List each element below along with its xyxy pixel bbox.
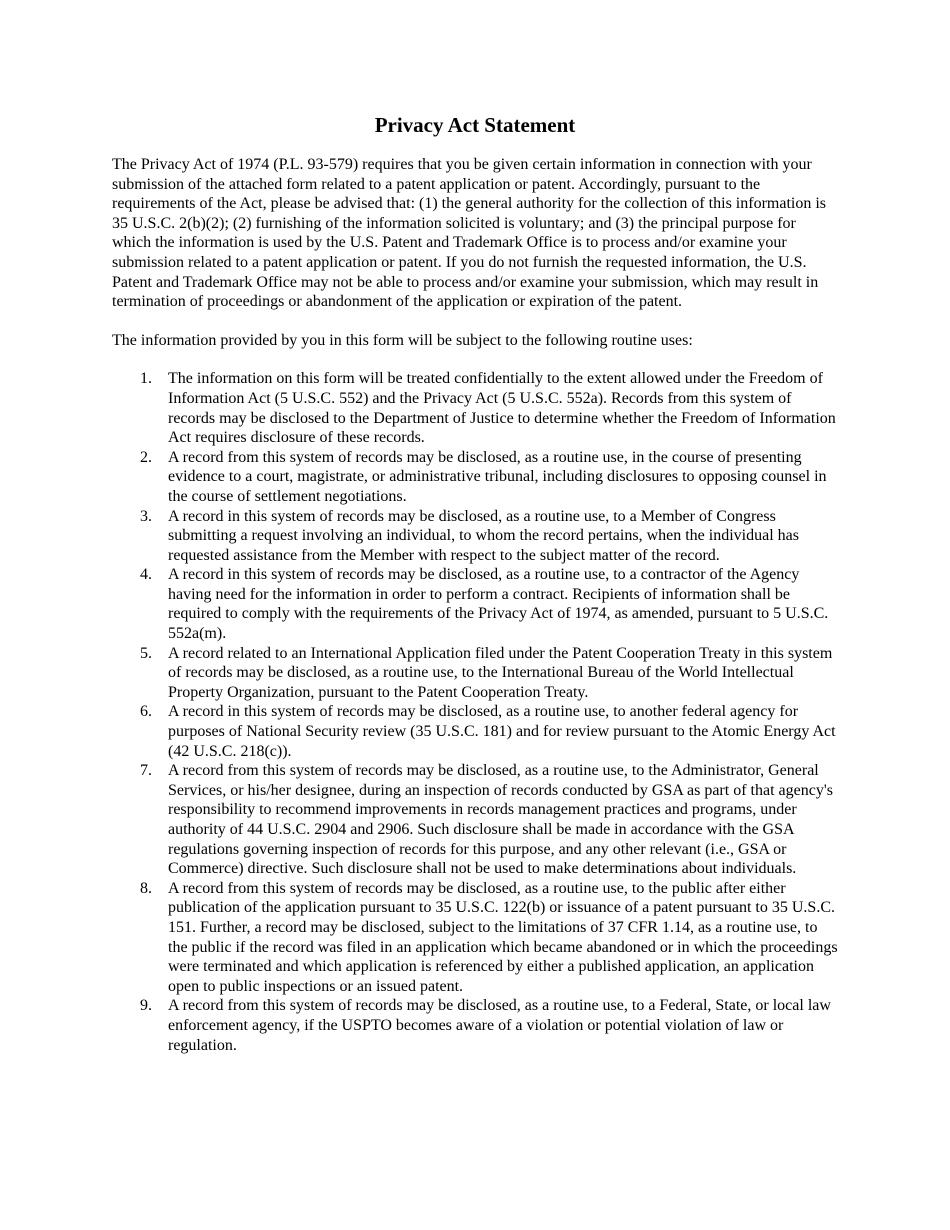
list-item <box>112 507 838 566</box>
list-item-text: A record in this system of records may be disclosed, as a routine use, to another federal agency for purposes of National Security review (35 U.S.C. 181) and for review pursuant to the Atomic Energy Act (42 U.S.C. 218(c)). <box>168 703 836 760</box>
list-item <box>112 761 838 879</box>
routine-uses-intro: The information provided by you in this form will be subject to the following routine uses: <box>112 331 693 349</box>
list-item-number: 3. <box>140 507 152 525</box>
list-item <box>112 565 838 643</box>
list-item-text: A record in this system of records may be disclosed, as a routine use, to a Member of Congress submitting a request involving an individual, to whom the record pertains, when the individual has requested assistance from the Member with respect to the subject matter of the record. <box>168 507 799 564</box>
routine-uses-list <box>112 369 838 1055</box>
list-item-text: A record from this system of records may be disclosed, as a routine use, to the Administrator, General Services, or his/her designee, during an inspection of records conducted by GSA as part of that agency's responsibility to recommend improvements in records management practices and programs, under authority of 44 U.S.C. 2904 and 2906. Such disclosure shall be made in accordance with the GSA regulations governing inspection of records for this purpose, and any other relevant (i.e., GSA or Commerce) directive. Such disclosure shall not be used to make determinations about individuals. <box>168 762 833 878</box>
list-item <box>112 879 838 997</box>
list-item-text: A record from this system of records may be disclosed, as a routine use, to a Federal, State, or local law enforcement agency, if the USPTO becomes aware of a violation or potential violation of law or regulation. <box>168 997 831 1054</box>
list-item <box>112 448 838 507</box>
page-title: Privacy Act Statement <box>374 113 576 137</box>
list-item-text: A record from this system of records may be disclosed, as a routine use, in the course of presenting evidence to a court, magistrate, or administrative tribunal, including disclosures to opposing counsel in the course of settlement negotiations. <box>168 448 827 505</box>
list-item-number: 6. <box>140 703 152 721</box>
list-item <box>112 644 838 703</box>
list-item-number: 2. <box>140 448 152 466</box>
document-page <box>112 112 838 1055</box>
list-item-number: 8. <box>140 879 152 897</box>
list-item-number: 7. <box>140 762 152 780</box>
list-item-text: A record related to an International Application filed under the Patent Cooperation Treaty in this system of records may be disclosed, as a routine use, to the International Bureau of the World Intellectual Property Organization, pursuant to the Patent Cooperation Treaty. <box>168 644 833 701</box>
list-item-text: The information on this form will be treated confidentially to the extent allowed under the Freedom of Information Act (5 U.S.C. 552) and the Privacy Act (5 U.S.C. 552a). Records from this system of records may be disclosed to the Department of Justice to determine whether the Freedom of Information Act requires disclosure of these records. <box>168 370 836 447</box>
list-item-number: 9. <box>140 997 152 1015</box>
list-item-number: 1. <box>140 370 152 388</box>
list-item-number: 5. <box>140 644 152 662</box>
list-item-text: A record in this system of records may be disclosed, as a routine use, to a contractor of the Agency having need for the information in order to perform a contract. Recipients of information shall be required to comply with the requirements of the Privacy Act of 1974, as amended, pursuant to 5 U.S.C. 552a(m). <box>168 566 829 643</box>
list-item <box>112 369 838 447</box>
list-item <box>112 702 838 761</box>
list-item-number: 4. <box>140 566 152 584</box>
privacy-act-paragraph: The Privacy Act of 1974 (P.L. 93-579) requires that you be given certain information in connection with your submission of the attached form related to a patent application or patent. Accordingly, pursuant to the requirements of the Act, please be advised that: (1) the general authority for the collection of this information is 35 U.S.C. 2(b)(2); (2) furnishing of the information solicited is voluntary; and (3) the principal purpose for which the information is used by the U.S. Patent and Trademark Office is to process and/or examine your submission related to a patent application or patent. If you do not furnish the requested information, the U.S. Patent and Trademark Office may not be able to process and/or examine your submission, which may result in termination of proceedings or abandonment of the application or expiration of the patent. <box>112 156 826 311</box>
list-item <box>112 996 838 1055</box>
list-item-text: A record from this system of records may be disclosed, as a routine use, to the public after either publication of the application pursuant to 35 U.S.C. 122(b) or issuance of a patent pursuant to 35 U.S.C. 151. Further, a record may be disclosed, subject to the limitations of 37 CFR 1.14, as a routine use, to the public if the record was filed in an application which became abandoned or in which the proceedings were terminated and which application is referenced by either a published application, an application open to public inspections or an issued patent. <box>168 879 838 995</box>
